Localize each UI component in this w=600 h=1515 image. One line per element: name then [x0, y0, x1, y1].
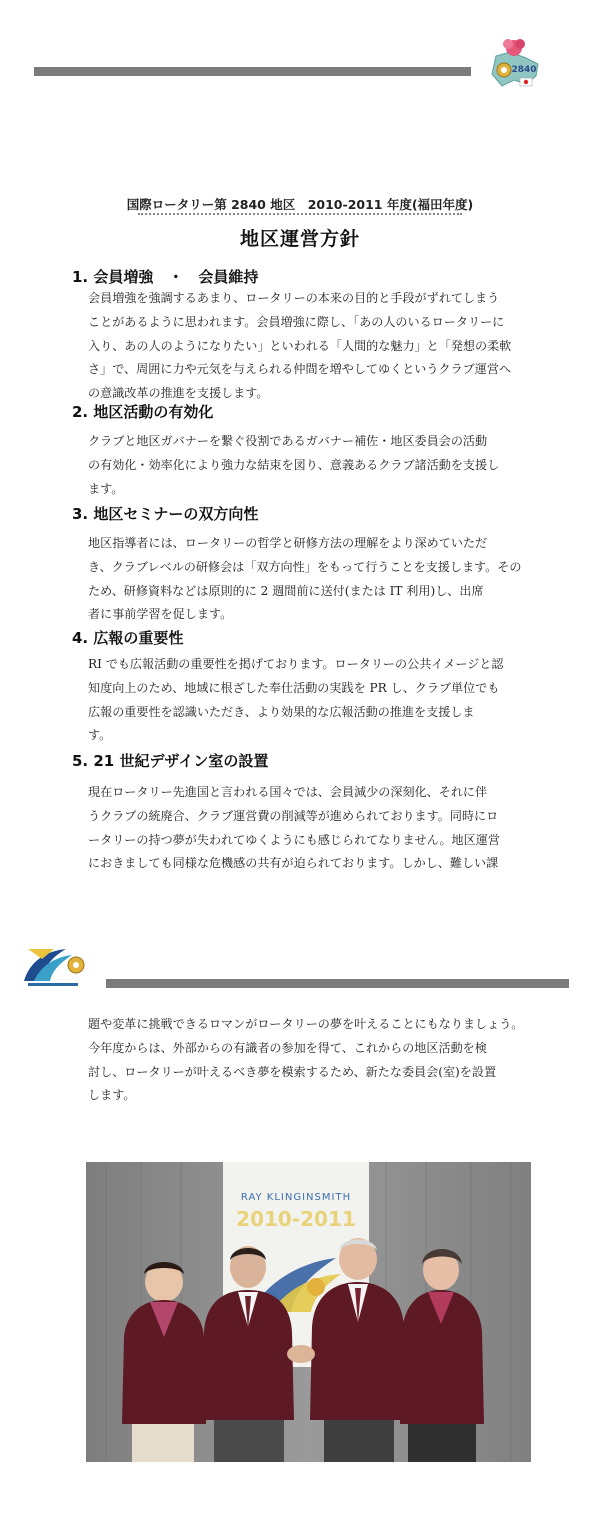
paragraph-line: 広報の重要性を認識いただき、より効果的な広報活動の推進を支援しま	[88, 704, 475, 719]
paragraph-line: ータリーの持つ夢が失われてゆくようにも感じられてなりません。地区運営	[88, 832, 500, 847]
paragraph-line: におきましても同様な危機感の共有が迫られております。しかし、難しい課	[88, 856, 499, 871]
paragraph-line: の意識改革の推進を支援します。	[88, 386, 269, 401]
paragraph-line: さ」で、周囲に力や元気を与えられる仲間を増やしてゆくというクラブ運営へ	[88, 362, 512, 377]
paragraph-line: 討し、ロータリーが叶えるべき夢を模索するため、新たな委員会(室)を設置	[88, 1064, 497, 1079]
section-heading-3: 3. 地区セミナーの双方向性	[72, 505, 259, 523]
paragraph-line: うクラブの統廃合、クラブ運営費の削減等が進められております。同時にロ	[88, 808, 499, 823]
district-number: 2840	[511, 65, 537, 75]
paragraph-line: します。	[88, 1088, 136, 1103]
section-body-4	[88, 653, 532, 748]
paragraph-line: RI でも広報活動の重要性を掲げております。ロータリーの公共イメージと認	[88, 657, 504, 671]
paragraph-line: 地区指導者には、ロータリーの哲学と研修方法の理解をより深めていただ	[88, 536, 488, 550]
paragraph-line: ます。	[88, 481, 124, 496]
section-heading-4: 4. 広報の重要性	[72, 629, 184, 647]
section-heading-5: 5. 21 世紀デザイン室の設置	[72, 752, 269, 770]
banner-years: 2010-2011	[236, 1207, 356, 1231]
paragraph-line: 入り、あの人のようになりたい」といわれる「人間的な魅力」と「発想の柔軟	[88, 338, 512, 353]
banner-name: RAY KLINGINSMITH	[240, 1192, 352, 1203]
section-body-3	[88, 532, 532, 627]
page-title: 地区運営方針	[239, 228, 360, 250]
paragraph-line: 知度向上のため、地域に根ざした奉仕活動の実践を PR し、クラブ単位でも	[88, 680, 500, 695]
subtitle: 国際ロータリー第 2840 地区 2010-2011 年度(福田年度)	[126, 197, 474, 212]
paragraph-line: 題や変革に挑戦できるロマンがロータリーの夢を叶えることにもなりましょう。	[88, 1017, 524, 1031]
district-2840-logo	[486, 34, 544, 92]
paragraph-line: 者に事前学習を促します。	[88, 607, 233, 622]
paragraph-line: す。	[88, 728, 112, 743]
paragraph-line: 会員増強を強調するあまり、ロータリーの本来の目的と手段がずれてしまう	[88, 291, 500, 305]
header-divider-bar	[34, 67, 471, 76]
paragraph-line: き、クラブレベルの研修会は「双方向性」をもって行うことを支援します。その	[88, 559, 522, 574]
continuation-body	[88, 1013, 532, 1108]
dotted-rule	[138, 213, 462, 215]
paragraph-line: クラブと地区ガバナーを繋ぐ役割であるガバナー補佐・地区委員会の活動	[88, 434, 488, 448]
section-heading-1: 1. 会員増強 ・ 会員維持	[72, 268, 259, 286]
group-photo	[86, 1162, 531, 1462]
paragraph-line: ため、研修資料などは原則的に 2 週間前に送付(または IT 利用)し、出席	[88, 583, 484, 598]
section-body-5	[88, 781, 532, 876]
paragraph-line: の有効化・効率化により強力な結束を図り、意義あるクラブ諸活動を支援し	[88, 457, 500, 472]
section-heading-2: 2. 地区活動の有効化	[72, 403, 214, 421]
district-wave-logo	[20, 945, 90, 990]
paragraph-line: 今年度からは、外部からの有識者の参加を得て、これからの地区活動を検	[88, 1040, 487, 1055]
section-body-2	[88, 430, 532, 501]
section-divider-bar	[106, 979, 569, 988]
paragraph-line: ことがあるように思われます。会員増強に際し、「あの人のいるロータリーに	[88, 314, 505, 329]
paragraph-line: 現在ロータリー先進国と言われる国々では、会員減少の深刻化、それに伴	[88, 785, 488, 799]
section-body-1	[88, 287, 532, 406]
